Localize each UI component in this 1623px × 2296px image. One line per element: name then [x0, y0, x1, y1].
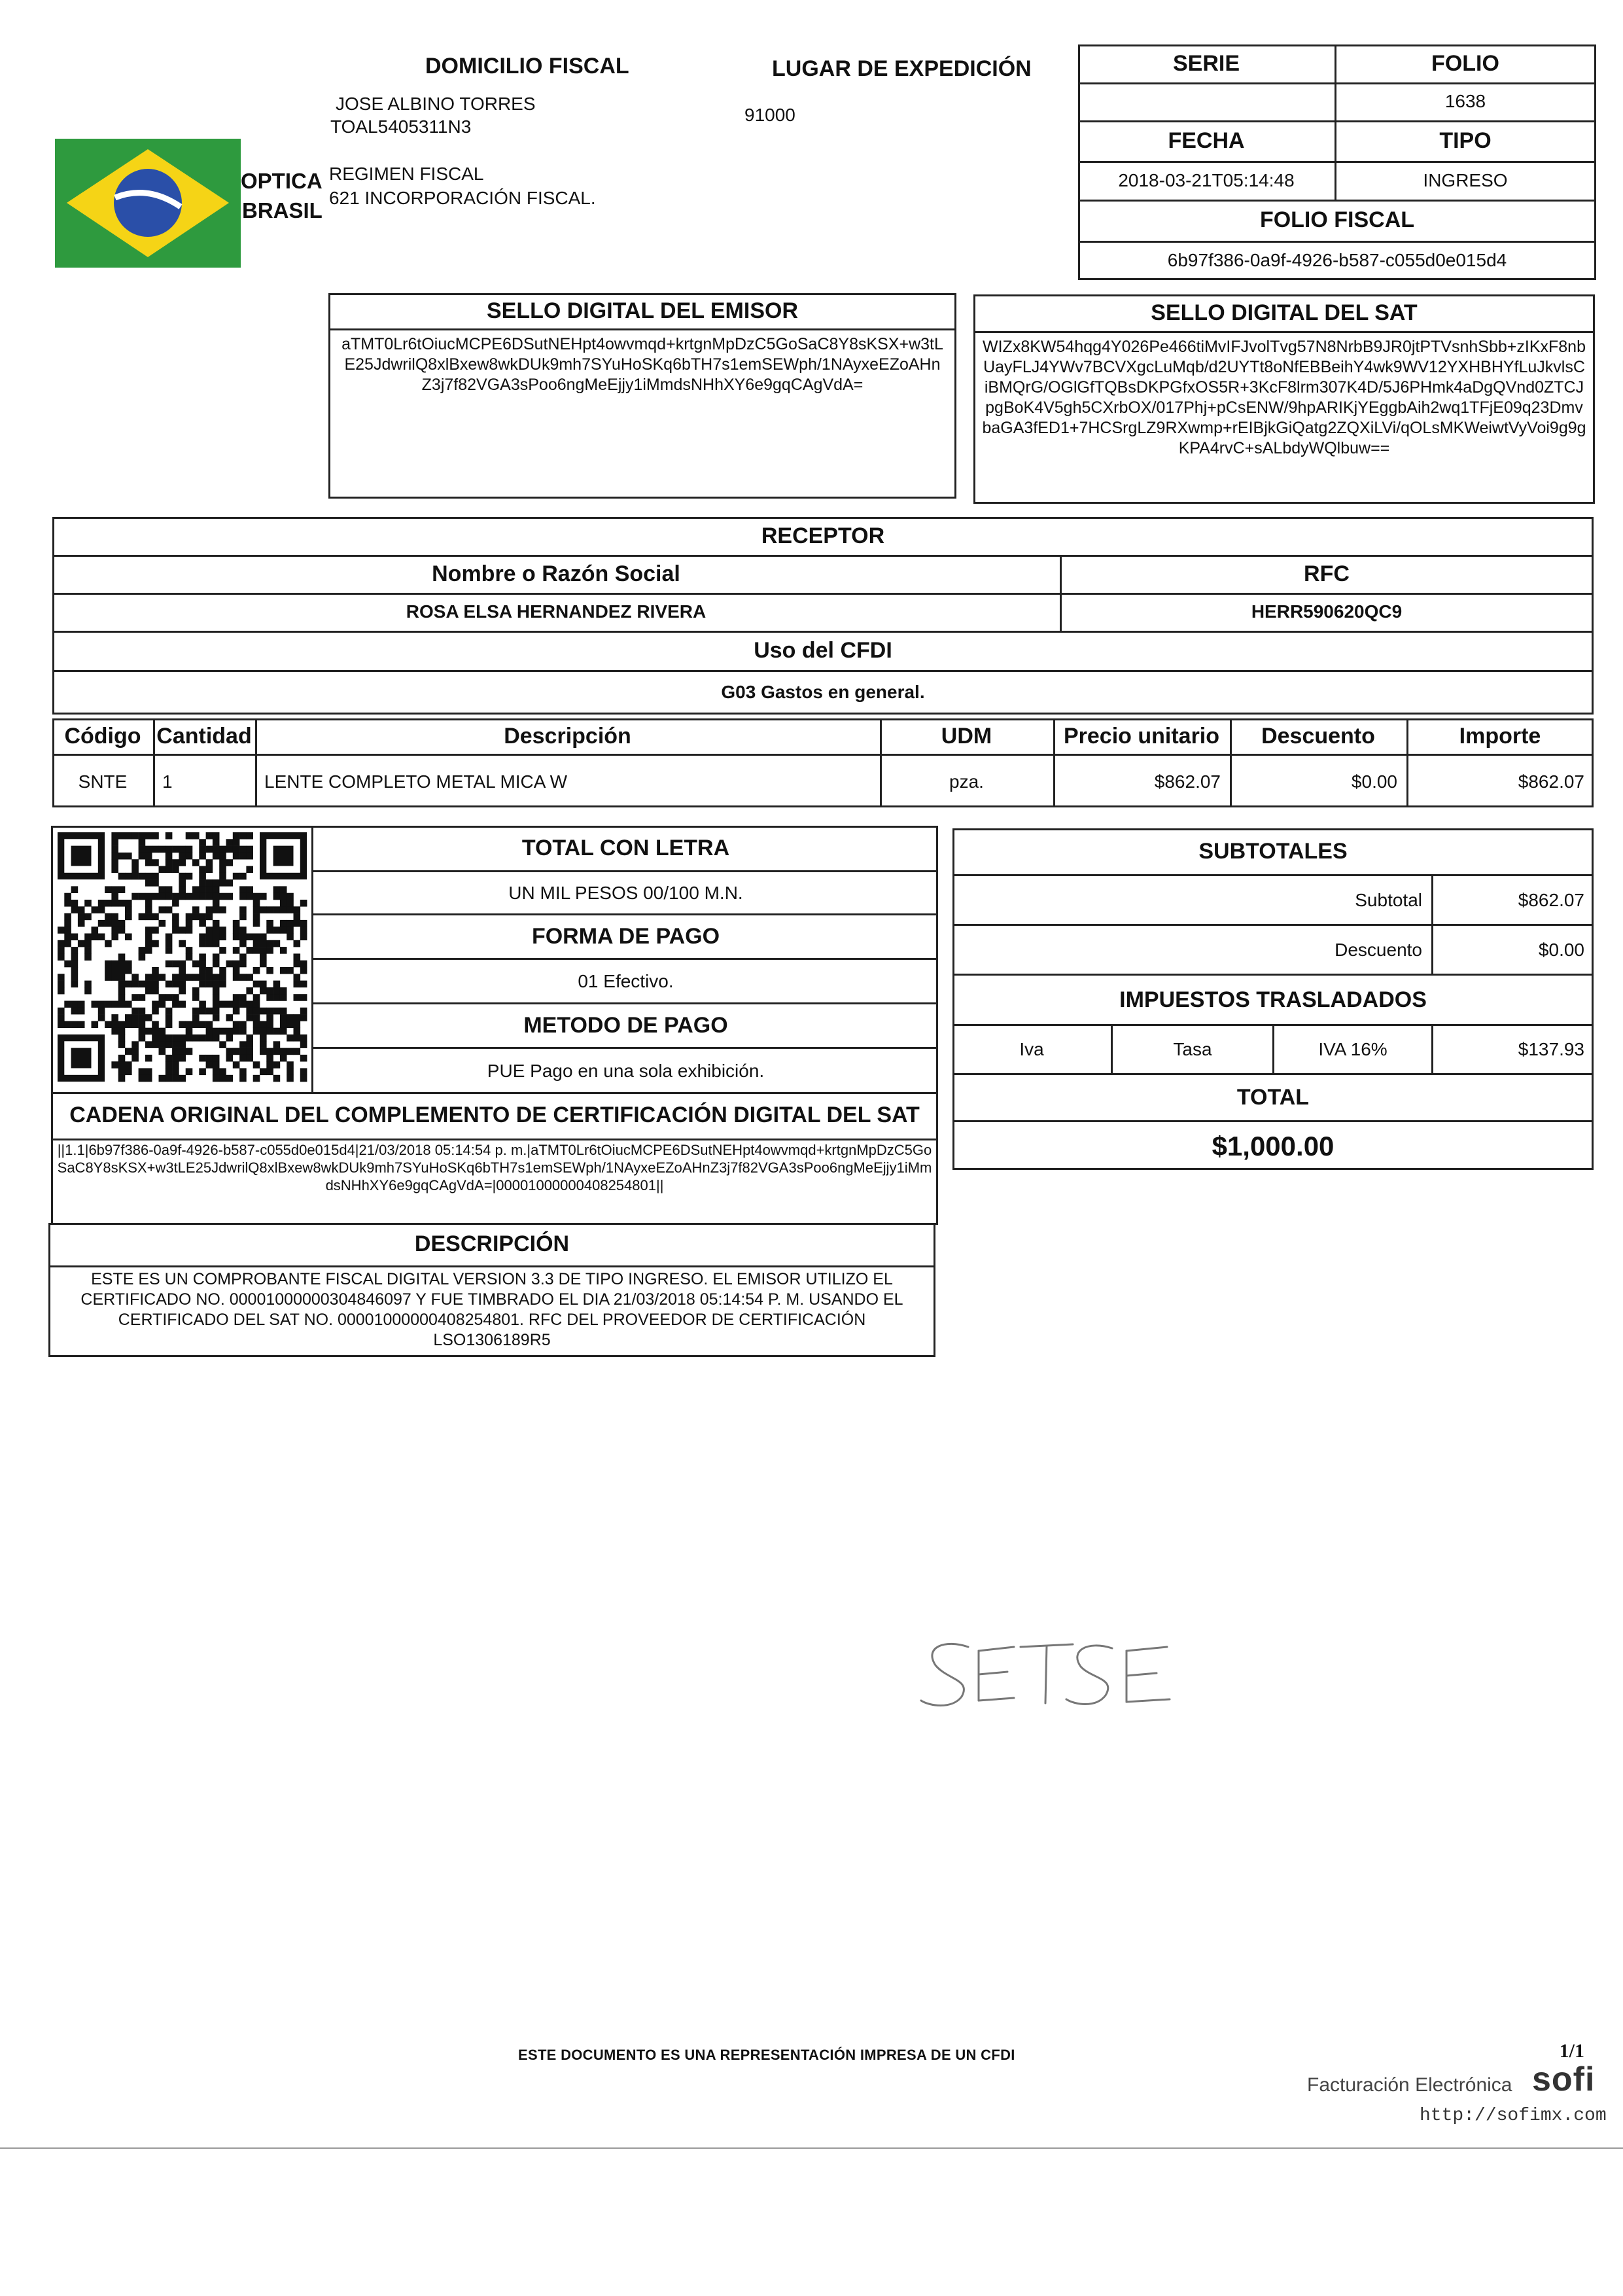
row-precio-unitario: $862.07	[1154, 771, 1221, 792]
fecha-label: FECHA	[1168, 128, 1245, 153]
col-header-precio-unitario: Precio unitario	[1063, 723, 1220, 749]
descripcion-title: DESCRIPCIÓN	[414, 1231, 570, 1256]
total-value: $1,000.00	[1212, 1130, 1335, 1161]
subtotal-label: Subtotal	[1355, 889, 1422, 910]
tax-rate: IVA 16%	[1318, 1039, 1387, 1059]
metodo-pago-value: PUE Pago en una sola exhibición.	[487, 1060, 765, 1081]
rfc-label: RFC	[1304, 561, 1350, 586]
col-header-codigo: Código	[64, 723, 141, 749]
page-number: 1/1	[1559, 2040, 1584, 2062]
footer-url: http://sofimx.com	[1420, 2106, 1607, 2126]
receptor-title: RECEPTOR	[761, 523, 885, 548]
lugar-expedicion-title: LUGAR DE EXPEDICIÓN	[772, 56, 1032, 81]
nombre-razon-social-label: Nombre o Razón Social	[432, 561, 680, 586]
forma-pago-label: FORMA DE PAGO	[531, 924, 720, 949]
tax-tasa: Tasa	[1173, 1039, 1212, 1059]
nombre-razon-social-value: ROSA ELSA HERNANDEZ RIVERA	[406, 601, 707, 622]
brand-text: Facturación Electrónica	[1307, 2074, 1512, 2096]
descuento-value: $0.00	[1538, 939, 1584, 960]
col-header-descuento: Descuento	[1261, 723, 1375, 749]
descripcion-value: ESTE ES UN COMPROBANTE FISCAL DIGITAL VERSION 3.3 DE TIPO INGRESO. EL EMISOR UTILIZO EL CERTIFICADO NO. 00001000000304846097 Y FUE TIMBRADO EL DIA 21/03/2018 05:14:54 P. M. USANDO EL CERTIFICADO DEL SAT NO. 00001000000408254801. RFC DEL PROVEEDOR DE CERTIFICACIÓN LSO1306189R5	[80, 1270, 903, 1349]
row-codigo: SNTE	[78, 771, 128, 792]
brazil-flag-logo	[55, 139, 241, 268]
col-header-descripcion: Descripción	[504, 723, 631, 749]
metodo-pago-label: METODO DE PAGO	[523, 1013, 728, 1038]
rfc-value: HERR590620QC9	[1251, 601, 1403, 622]
total-label: TOTAL	[1236, 1085, 1310, 1110]
col-header-udm: UDM	[941, 723, 992, 749]
folio-value: 1638	[1444, 91, 1486, 111]
forma-pago-value: 01 Efectivo.	[578, 970, 674, 991]
row-descuento: $0.00	[1351, 771, 1397, 792]
sello-sat-title: SELLO DIGITAL DEL SAT	[1151, 300, 1418, 325]
sello-emisor-value: aTMT0Lr6tOiucMCPE6DSutNEHpt4owvmqd+krtgnMpDzC5GoSaC8Y8sKSX+w3tLE25JdwrilQ8xlBxew8wkDUk9mh7SYuHoSKq6bTH7s1emSEWph/1NAyxeEZoAHnZ3j7f82VGA3sPoo6ngMeEjjy1iMmdsNHhXY6e9gqCAgVdA=	[341, 335, 943, 394]
folio-fiscal-value: 6b97f386-0a9f-4926-b587-c055d0e015d4	[1167, 250, 1507, 270]
footer-note: ESTE DOCUMENTO ES UNA REPRESENTACIÓN IMPRESA DE UN CFDI	[518, 2047, 1015, 2063]
fecha-value: 2018-03-21T05:14:48	[1118, 169, 1295, 190]
tipo-label: TIPO	[1439, 128, 1492, 153]
lugar-expedicion-value: 91000	[744, 105, 795, 125]
col-header-importe: Importe	[1459, 723, 1541, 749]
row-cantidad: 1	[162, 771, 173, 792]
uso-cfdi-label: Uso del CFDI	[754, 637, 892, 663]
col-header-cantidad: Cantidad	[156, 723, 252, 749]
emisor-rfc: TOAL5405311N3	[330, 116, 472, 137]
company-name-line1: OPTICA	[241, 169, 323, 193]
subtotal-value: $862.07	[1518, 889, 1584, 910]
regimen-label: REGIMEN FISCAL	[329, 164, 484, 184]
folio-label: FOLIO	[1431, 50, 1499, 76]
sello-emisor-title: SELLO DIGITAL DEL EMISOR	[486, 298, 799, 323]
brand-logo: sofi	[1532, 2060, 1596, 2098]
sello-sat-value: WIZx8KW54hqg4Y026Pe466tiMvIFJvolTvg57N8NrbB9JR0jtPTVsnhSbb+zIKxF8nbUayFLJ4YWv7BCVXgcLuMqb/d2UYTt8oNfEBBeihY4wk9WV12YXHBHYfLuJkvlsCiBMQrG/OGlGfTQBsDKPGfxOS5R+3KcF8lrm307K4D/5J6PHmk4aDgQVnd0ZTCJpgBoK4V5gh5CXrbOX/017Phj+pCsENW/9hpARIKjYEggbAih2wq1TFjE09q23DmvbaGA3fED1+7HCSrgLZ9RXwmp+rEIBjkGiQatg2ZQXiLVi/qOLsMKWeiwtVyVoi9g9gKPA4rvC+sALbdyWQlbuw==	[982, 338, 1586, 457]
cadena-original-value: ||1.1|6b97f386-0a9f-4926-b587-c055d0e015d4|21/03/2018 05:14:54 p. m.|aTMT0Lr6tOiucMCPE6DSutNEHpt4owvmqd+krtgnMpDzC5GoSaC8Y8sKSX+w3tLE25JdwrilQ8xlBxew8wkDUk9mh7SYuHoSKq6bTH7s1emSEWph/1NAyxeEZoAHnZ3j7f82VGA3sPoo6ngMeEjjy1iMmdsNHhXY6e9gqCAgVdA=|00001000000408254801||	[57, 1142, 932, 1193]
handwritten-signature	[916, 1633, 1178, 1718]
cadena-original-title: CADENA ORIGINAL DEL COMPLEMENTO DE CERTIFICACIÓN DIGITAL DEL SAT	[69, 1103, 920, 1127]
domicilio-fiscal-title: DOMICILIO FISCAL	[425, 54, 629, 79]
impuestos-trasladados-title: IMPUESTOS TRASLADADOS	[1119, 987, 1427, 1012]
serie-value	[1078, 82, 1335, 120]
serie-label: SERIE	[1172, 50, 1240, 76]
total-letra-value: UN MIL PESOS 00/100 M.N.	[508, 882, 743, 903]
tax-name: Iva	[1019, 1039, 1044, 1059]
row-udm: pza.	[949, 771, 984, 792]
row-importe: $862.07	[1518, 771, 1584, 792]
row-descripcion: LENTE COMPLETO METAL MICA W	[264, 771, 568, 792]
company-name-line2: BRASIL	[242, 198, 323, 222]
total-letra-label: TOTAL CON LETRA	[521, 835, 730, 860]
tax-amount: $137.93	[1518, 1039, 1584, 1059]
tipo-value: INGRESO	[1423, 169, 1508, 190]
regimen-value: 621 INCORPORACIÓN FISCAL.	[329, 188, 596, 208]
folio-fiscal-label: FOLIO FISCAL	[1259, 207, 1415, 232]
emisor-nombre: JOSE ALBINO TORRES	[336, 94, 536, 114]
page-edge-line	[0, 2147, 1623, 2149]
subtotales-title: SUBTOTALES	[1198, 838, 1348, 864]
uso-cfdi-value: G03 Gastos en general.	[721, 682, 925, 702]
descuento-label: Descuento	[1335, 939, 1422, 960]
qr-code	[58, 832, 307, 1087]
